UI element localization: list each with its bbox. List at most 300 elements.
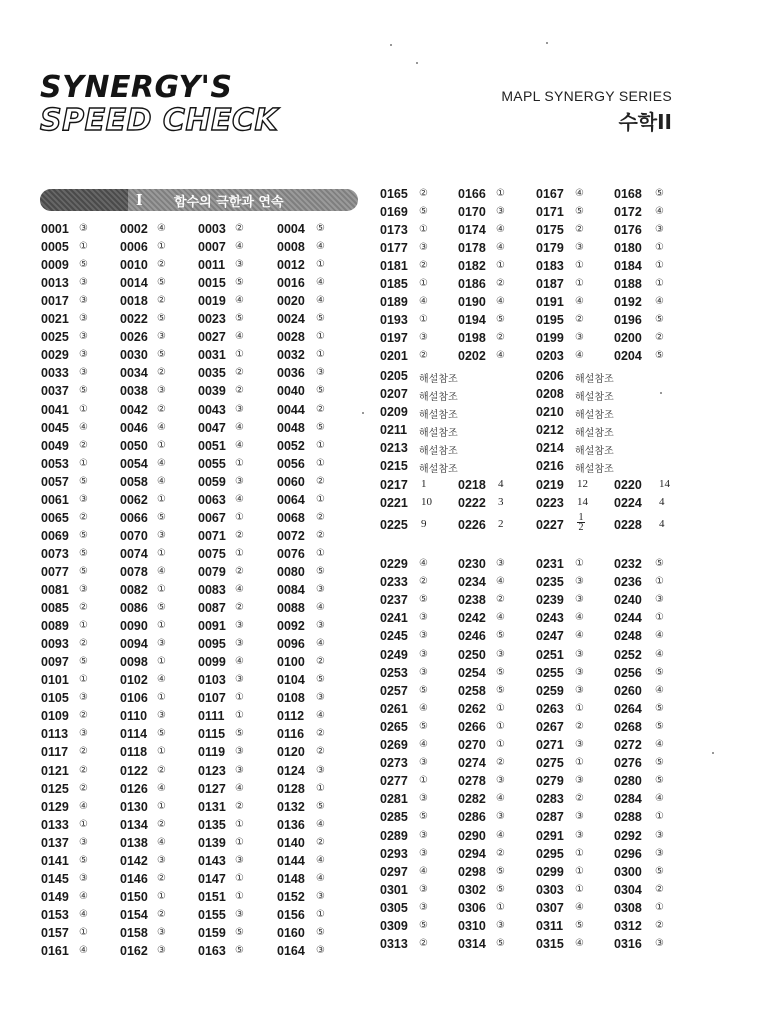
question-number: 0146 [120, 871, 148, 886]
answer-choice: ① [496, 901, 505, 913]
answer-choice: ④ [235, 421, 244, 433]
question-number: 0090 [120, 619, 148, 634]
question-number: 0123 [198, 763, 226, 778]
answer-choice: ⑤ [419, 206, 428, 217]
question-number: 0275 [536, 756, 564, 771]
question-number: 0056 [277, 456, 305, 471]
question-number: 0067 [198, 510, 226, 525]
scan-speck [362, 412, 364, 414]
answer-choice: ④ [316, 710, 325, 722]
question-number: 0292 [614, 828, 642, 843]
chapter-number: I [136, 190, 143, 209]
question-number: 0004 [277, 222, 305, 236]
question-number: 0278 [458, 774, 486, 789]
question-number: 0240 [614, 593, 642, 608]
question-number: 0077 [41, 564, 69, 579]
question-number: 0190 [458, 295, 486, 309]
answer-choice: ⑤ [235, 728, 244, 740]
question-number: 0043 [198, 402, 226, 417]
question-number: 0280 [614, 774, 642, 789]
question-number: 0239 [536, 593, 564, 608]
question-number: 0106 [120, 691, 148, 706]
question-number: 0303 [536, 882, 564, 897]
question-number: 0227 [536, 518, 564, 532]
answer-choice: ① [419, 314, 428, 325]
question-number: 0008 [277, 240, 305, 255]
question-number: 0181 [380, 259, 408, 273]
question-number: 0308 [614, 900, 642, 915]
answer-choice: ② [496, 847, 505, 859]
answer-choice: ⑤ [157, 602, 166, 614]
answer-choice: ③ [575, 332, 584, 343]
answer-choice: ③ [496, 648, 505, 660]
question-number: 0105 [41, 691, 69, 706]
question-number: 0063 [198, 492, 226, 507]
question-number: 0276 [614, 756, 642, 771]
answer-choice: ① [575, 260, 584, 271]
answer-choice: ② [655, 883, 664, 895]
question-number: 0132 [277, 799, 305, 814]
answer-choice: ④ [316, 241, 325, 253]
answer-choice: ⑤ [655, 757, 664, 769]
answer-choice: ③ [575, 684, 584, 696]
answer-choice: ④ [79, 800, 88, 812]
question-number: 0122 [120, 763, 148, 778]
answer-choice: ⑤ [79, 656, 88, 668]
question-number: 0243 [536, 611, 564, 626]
question-number: 0310 [458, 919, 486, 933]
answer-choice: ⑤ [316, 800, 325, 812]
answer-choice: ① [235, 890, 244, 902]
question-number: 0130 [120, 799, 148, 814]
see-solution-label: 해설참조 [575, 428, 614, 439]
answer-choice: ② [157, 403, 166, 415]
answer-choice: ⑤ [235, 926, 244, 938]
question-number: 0262 [458, 701, 486, 716]
answer-choice: ⑤ [316, 385, 325, 397]
question-number: 0256 [614, 665, 642, 680]
question-number: 0203 [536, 349, 564, 363]
question-number: 0169 [380, 205, 408, 219]
question-number: 0150 [120, 889, 148, 904]
answer-choice: ③ [419, 847, 428, 859]
question-number: 0173 [380, 223, 408, 237]
answer-choice: ⑤ [316, 926, 325, 938]
answer-choice: ③ [79, 331, 88, 343]
answer-choice: ④ [157, 565, 166, 577]
question-number: 0202 [458, 349, 486, 363]
answer-choice: ① [157, 620, 166, 632]
see-solution-label: 해설참조 [575, 446, 614, 457]
answer-choice: ② [496, 757, 505, 769]
answer-choice: ⑤ [655, 666, 664, 678]
answer-choice: ③ [79, 313, 88, 325]
question-number: 0001 [41, 222, 69, 236]
question-number: 0134 [120, 817, 148, 832]
answer-choice: ④ [235, 584, 244, 595]
question-number: 0038 [120, 384, 148, 399]
numeric-answer: 2 [498, 518, 504, 530]
answer-choice: ② [235, 602, 244, 614]
question-number: 0045 [41, 420, 69, 435]
answer-choice: ④ [157, 421, 166, 433]
answer-choice: ① [575, 757, 584, 769]
answer-choice: ② [496, 594, 505, 606]
numeric-answer: 14 [659, 478, 670, 490]
question-number: 0185 [380, 277, 408, 291]
question-number: 0247 [536, 629, 564, 644]
question-number: 0170 [458, 205, 486, 219]
question-number: 0182 [458, 259, 486, 273]
question-number: 0139 [198, 835, 226, 850]
answer-choice: ④ [655, 648, 664, 660]
answer-choice: ③ [575, 775, 584, 787]
answer-choice: ⑤ [235, 277, 244, 289]
answer-choice: ⑤ [316, 565, 325, 577]
answer-choice: ⑤ [496, 666, 505, 678]
answer-choice: ③ [79, 493, 88, 505]
question-number: 0286 [458, 810, 486, 825]
question-number: 0267 [536, 719, 564, 734]
question-number: 0284 [614, 792, 642, 807]
answer-choice: ④ [575, 612, 584, 624]
question-number: 0100 [277, 655, 305, 670]
answer-choice: ① [157, 439, 166, 451]
answer-choice: ④ [575, 901, 584, 913]
chapter-banner [40, 189, 358, 211]
answer-choice: ② [419, 350, 428, 361]
question-number: 0118 [120, 745, 148, 760]
question-number: 0312 [614, 919, 642, 933]
see-solution-label: 해설참조 [419, 410, 458, 421]
question-number: 0026 [120, 330, 148, 345]
question-number: 0039 [198, 384, 226, 399]
see-solution-label: 해설참조 [419, 374, 458, 385]
answer-choice: ⑤ [79, 385, 88, 397]
answer-choice: ① [316, 439, 325, 451]
question-number: 0131 [198, 799, 226, 814]
question-number: 0047 [198, 420, 226, 435]
question-number: 0301 [380, 882, 408, 897]
question-number: 0010 [120, 258, 148, 273]
answer-choice: ③ [235, 764, 244, 776]
question-number: 0213 [380, 441, 408, 455]
answer-choice: ② [235, 223, 244, 234]
question-number: 0082 [120, 583, 148, 597]
answer-choice: ⑤ [655, 865, 664, 877]
question-number: 0133 [41, 817, 69, 832]
question-number: 0210 [536, 405, 564, 419]
question-number: 0228 [614, 518, 642, 532]
question-number: 0149 [41, 889, 69, 904]
question-number: 0151 [198, 889, 226, 904]
answer-choice: ② [575, 793, 584, 805]
answer-choice: ③ [496, 920, 505, 931]
see-solution-label: 해설참조 [575, 464, 614, 475]
question-number: 0285 [380, 810, 408, 825]
question-number: 0143 [198, 853, 226, 868]
answer-choice: ③ [157, 945, 166, 956]
answer-choice: ① [316, 457, 325, 469]
answer-choice: ③ [79, 728, 88, 740]
question-number: 0065 [41, 510, 69, 525]
brand-line-1: SYNERGY'S [40, 70, 233, 105]
answer-choice: ③ [79, 584, 88, 595]
fraction-numerator: 1 [578, 512, 584, 523]
question-number: 0121 [41, 763, 69, 778]
question-number: 0142 [120, 853, 148, 868]
answer-choice: ④ [496, 350, 505, 361]
question-number: 0061 [41, 492, 69, 507]
answer-choice: ③ [419, 332, 428, 343]
answer-choice: ⑤ [655, 350, 664, 361]
answer-choice: ④ [655, 793, 664, 805]
answer-choice: ⑤ [79, 854, 88, 866]
fraction-denominator: 2 [578, 522, 584, 533]
see-solution-label: 해설참조 [419, 446, 458, 457]
answer-choice: ① [235, 692, 244, 704]
question-number: 0274 [458, 756, 486, 771]
answer-choice: ③ [419, 883, 428, 895]
answer-choice: ④ [496, 793, 505, 805]
question-number: 0074 [120, 546, 148, 561]
question-number: 0024 [277, 312, 305, 327]
answer-choice: ① [655, 811, 664, 823]
answer-choice: ② [419, 260, 428, 271]
answer-choice: ① [316, 908, 325, 920]
question-number: 0300 [614, 864, 642, 879]
scan-speck [416, 62, 418, 64]
answer-choice: ② [316, 475, 325, 487]
question-number: 0211 [380, 423, 408, 437]
question-number: 0258 [458, 683, 486, 698]
answer-choice: ③ [496, 811, 505, 823]
question-number: 0033 [41, 366, 69, 381]
answer-choice: ③ [496, 206, 505, 217]
question-number: 0309 [380, 919, 408, 933]
question-number: 0193 [380, 313, 408, 327]
question-number: 0232 [614, 557, 642, 571]
question-number: 0018 [120, 294, 148, 309]
question-number: 0005 [41, 240, 69, 255]
numeric-answer: 9 [421, 518, 427, 530]
answer-choice: ④ [235, 439, 244, 451]
question-number: 0261 [380, 701, 408, 716]
answer-choice: ② [79, 602, 88, 614]
answer-choice: ④ [496, 829, 505, 841]
question-number: 0058 [120, 474, 148, 489]
answer-choice: ② [79, 439, 88, 451]
answer-choice: ④ [316, 854, 325, 866]
question-number: 0235 [536, 575, 564, 590]
question-number: 0212 [536, 423, 564, 437]
answer-choice: ① [157, 656, 166, 668]
answer-choice: ① [235, 872, 244, 884]
answer-choice: ③ [235, 674, 244, 686]
answer-choice: ④ [235, 295, 244, 307]
fraction-answer [576, 513, 586, 532]
answer-choice: ③ [419, 829, 428, 841]
numeric-answer: 3 [498, 496, 504, 508]
subject-title: 수학II [618, 110, 672, 134]
numeric-answer: 4 [498, 478, 504, 490]
question-number: 0101 [41, 673, 69, 688]
answer-choice: ① [79, 241, 88, 253]
answer-choice: ⑤ [79, 565, 88, 577]
scan-speck [660, 392, 662, 394]
question-number: 0104 [277, 673, 305, 688]
question-number: 0114 [120, 727, 148, 742]
answer-choice: ① [655, 278, 664, 289]
question-number: 0199 [536, 331, 564, 345]
question-number: 0215 [380, 459, 408, 473]
answer-choice: ⑤ [157, 728, 166, 740]
answer-choice: ③ [157, 854, 166, 866]
question-number: 0314 [458, 937, 486, 952]
answer-choice: ⑤ [496, 314, 505, 325]
answer-choice: ② [316, 403, 325, 415]
answer-choice: ② [79, 746, 88, 758]
answer-choice: ② [235, 367, 244, 379]
answer-choice: ① [496, 188, 505, 199]
answer-choice: ② [496, 278, 505, 289]
answer-choice: ⑤ [316, 313, 325, 325]
question-number: 0053 [41, 456, 69, 471]
answer-choice: ④ [316, 872, 325, 884]
answer-choice: ⑤ [157, 511, 166, 523]
question-number: 0048 [277, 420, 305, 435]
answer-choice: ① [419, 224, 428, 235]
answer-choice: ⑤ [496, 630, 505, 642]
question-number: 0209 [380, 405, 408, 419]
answer-choice: ③ [655, 224, 664, 235]
see-solution-label: 해설참조 [575, 374, 614, 385]
answer-choice: ③ [235, 908, 244, 920]
question-number: 0075 [198, 546, 226, 561]
answer-choice: ④ [419, 702, 428, 714]
question-number: 0186 [458, 277, 486, 291]
answer-choice: ② [316, 511, 325, 523]
question-number: 0025 [41, 330, 69, 345]
answer-choice: ① [575, 847, 584, 859]
answer-choice: ① [655, 242, 664, 253]
answer-choice: ③ [316, 945, 325, 956]
answer-choice: ④ [655, 739, 664, 750]
answer-choice: ② [316, 746, 325, 758]
answer-choice: ③ [419, 793, 428, 805]
question-number: 0260 [614, 683, 642, 698]
answer-choice: ① [316, 547, 325, 559]
question-number: 0266 [458, 719, 486, 734]
question-number: 0175 [536, 223, 564, 237]
answer-choice: ② [235, 529, 244, 541]
answer-choice: ② [419, 188, 428, 199]
question-number: 0097 [41, 655, 69, 670]
question-number: 0129 [41, 799, 69, 814]
answer-choice: ② [157, 295, 166, 307]
question-number: 0289 [380, 828, 408, 843]
question-number: 0162 [120, 944, 148, 958]
question-number: 0116 [277, 727, 305, 742]
answer-choice: ④ [496, 576, 505, 588]
question-number: 0313 [380, 937, 408, 952]
answer-choice: ① [157, 584, 166, 595]
question-number: 0119 [198, 745, 226, 760]
answer-choice: ③ [316, 764, 325, 776]
question-number: 0304 [614, 882, 642, 897]
answer-choice: ② [235, 800, 244, 812]
answer-choice: ⑤ [575, 920, 584, 931]
answer-choice: ④ [575, 350, 584, 361]
answer-choice: ⑤ [316, 421, 325, 433]
see-solution-label: 해설참조 [575, 410, 614, 421]
question-number: 0233 [380, 575, 408, 590]
answer-choice: ④ [316, 818, 325, 830]
answer-choice: ④ [655, 630, 664, 642]
answer-choice: ③ [575, 739, 584, 750]
answer-choice: ① [235, 547, 244, 559]
question-number: 0037 [41, 384, 69, 399]
question-number: 0290 [458, 828, 486, 843]
answer-choice: ④ [496, 296, 505, 307]
question-number: 0253 [380, 665, 408, 680]
answer-choice: ① [235, 836, 244, 848]
question-number: 0174 [458, 223, 486, 237]
question-number: 0217 [380, 478, 408, 492]
question-number: 0184 [614, 259, 642, 273]
answer-choice: ③ [316, 890, 325, 902]
answer-choice: ③ [655, 594, 664, 606]
question-number: 0298 [458, 864, 486, 879]
question-number: 0163 [198, 944, 226, 958]
answer-choice: ① [316, 331, 325, 343]
answer-choice: ④ [419, 865, 428, 877]
question-number: 0060 [277, 474, 305, 489]
question-number: 0109 [41, 709, 69, 724]
answer-choice: ④ [79, 890, 88, 902]
question-number: 0071 [198, 528, 226, 543]
question-number: 0201 [380, 349, 408, 363]
answer-choice: ① [316, 493, 325, 505]
answer-choice: ② [316, 529, 325, 541]
question-number: 0070 [120, 528, 148, 543]
question-number: 0012 [277, 258, 305, 273]
answer-choice: ① [157, 800, 166, 812]
question-number: 0136 [277, 817, 305, 832]
question-number: 0270 [458, 738, 486, 752]
question-number: 0006 [120, 240, 148, 255]
answer-choice: ① [655, 901, 664, 913]
question-number: 0265 [380, 719, 408, 734]
answer-choice: ③ [157, 638, 166, 650]
answer-choice: ② [79, 764, 88, 776]
question-number: 0126 [120, 781, 148, 796]
question-number: 0180 [614, 241, 642, 255]
answer-choice: ④ [655, 684, 664, 696]
answer-choice: ④ [419, 739, 428, 750]
answer-choice: ① [157, 493, 166, 505]
answer-choice: ② [655, 332, 664, 343]
answer-choice: ① [655, 612, 664, 624]
answer-choice: ⑤ [419, 594, 428, 606]
answer-choice: ④ [79, 908, 88, 920]
question-number: 0107 [198, 691, 226, 706]
answer-choice: ① [79, 818, 88, 830]
chapter-number-box [40, 189, 128, 211]
question-number: 0032 [277, 348, 305, 363]
question-number: 0245 [380, 629, 408, 644]
answer-choice: ① [316, 259, 325, 271]
